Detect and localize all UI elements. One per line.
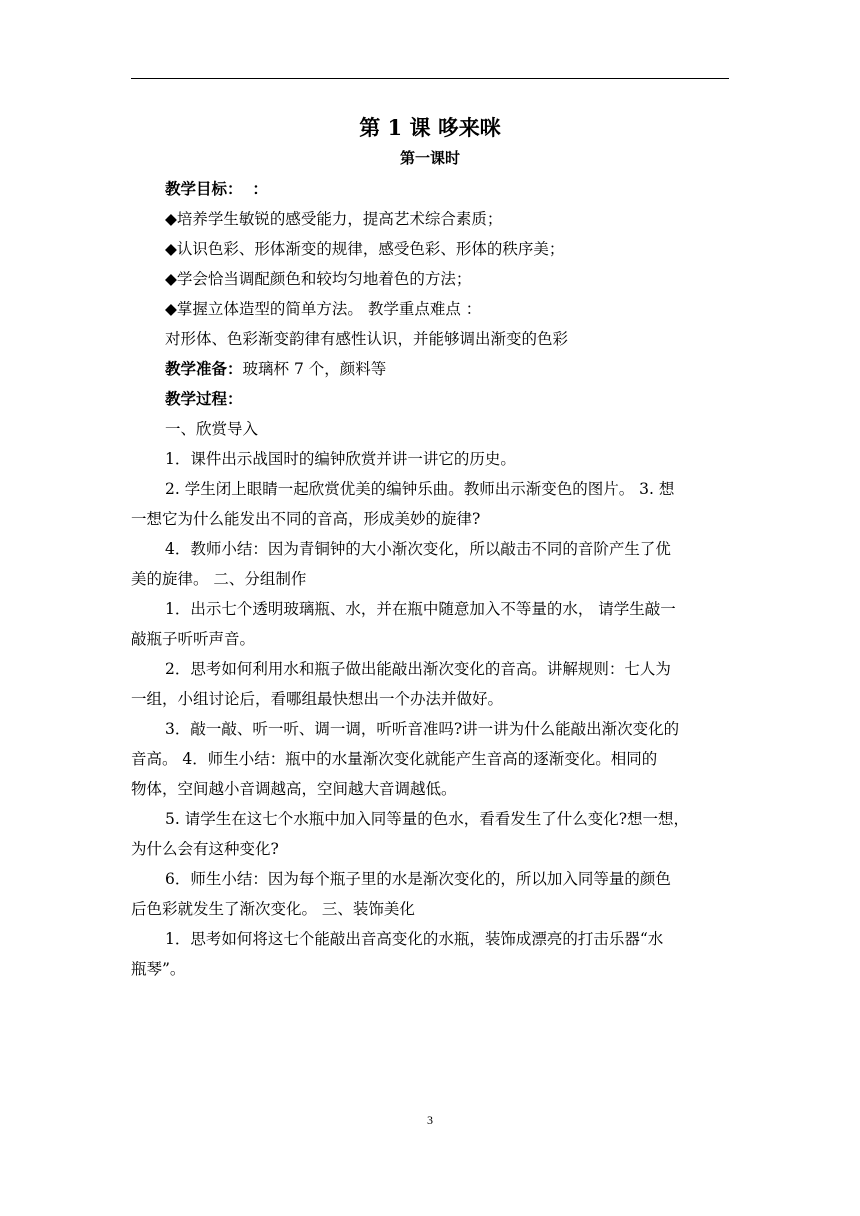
paragraph-4-line-1: 1．出示七个透明玻璃瓶、水，并在瓶中随意加入不等量的水， 请学生敲一 xyxy=(165,600,676,618)
objectives-colon: ： xyxy=(252,179,268,198)
objectives-label: 教学目标： xyxy=(165,179,243,198)
paragraph-1 xyxy=(165,444,729,474)
paragraph-4-line-2: 敲瓶子听听声音。 xyxy=(131,630,256,648)
paragraph-6-line-2: 音高。 4．师生小结：瓶中的水量渐次变化就能产生音高的逐渐变化。相同的 xyxy=(131,750,658,768)
objectives-heading xyxy=(165,174,729,204)
page-number: 3 xyxy=(427,1113,433,1127)
section-heading-1: 一、欣赏导入 xyxy=(165,420,259,438)
paragraph-6-line-1: 3．敲一敲、听一听、调一调，听听音准吗?讲一讲为什么能敲出渐次变化的 xyxy=(165,720,680,738)
paragraph-2-line-1: 2. 学生闭上眼睛一起欣赏优美的编钟乐曲。教师出示渐变色的图片。 3. 想 xyxy=(165,480,675,498)
paragraph-6 xyxy=(131,714,729,804)
paragraph-8-line-2: 后色彩就发生了渐次变化。 三、装饰美化 xyxy=(131,900,415,918)
paragraph-3 xyxy=(131,534,729,594)
objective-bullet-1: ◆培养学生敏锐的感受能力，提高艺术综合素质； xyxy=(165,210,503,228)
paragraph-8-line-1: 6．师生小结：因为每个瓶子里的水是渐次变化的，所以加入同等量的颜色 xyxy=(165,870,671,888)
paragraph-8 xyxy=(131,864,729,924)
paragraph-1-text: 1．课件出示战国时的编钟欣赏并讲一讲它的历史。 xyxy=(165,450,516,468)
paragraph-9-line-2: 瓶琴”。 xyxy=(131,960,186,978)
paragraph-2-line-2: 一想它为什么能发出不同的音高，形成美妙的旋律? xyxy=(131,510,481,528)
paragraph-3-line-1: 4．教师小结：因为青铜钟的大小渐次变化，所以敲击不同的音阶产生了优 xyxy=(165,540,671,558)
paragraph-9 xyxy=(131,924,729,984)
paragraph-7 xyxy=(131,804,729,864)
paragraph-5-line-2: 一组，小组讨论后，看哪组最快想出一个办法并做好。 xyxy=(131,690,504,708)
key-point-text: 对形体、色彩渐变韵律有感性认识，并能够调出渐变的色彩 xyxy=(165,330,569,348)
lesson-subtitle: 第一课时 xyxy=(399,149,460,167)
objective-bullet-4: ◆掌握立体造型的简单方法。 教学重点难点 ： xyxy=(165,300,482,318)
paragraph-4 xyxy=(131,594,729,654)
header-rule xyxy=(131,78,729,79)
paragraph-2 xyxy=(131,474,729,534)
paragraph-7-line-2: 为什么会有这种变化? xyxy=(131,840,279,858)
paragraph-3-line-2: 美的旋律。 二、分组制作 xyxy=(131,570,307,588)
paragraph-7-line-1: 5. 请学生在这七个水瓶中加入同等量的色水，看看发生了什么变化?想一想， xyxy=(165,810,690,828)
preparation-line xyxy=(165,354,729,384)
paragraph-5 xyxy=(131,654,729,714)
paragraph-9-line-1: 1．思考如何将这七个能敲出音高变化的水瓶，装饰成漂亮的打击乐器“水 xyxy=(165,930,664,948)
objective-bullet-3: ◆学会恰当调配颜色和较均匀地着色的方法； xyxy=(165,270,472,288)
process-heading: 教学过程： xyxy=(165,389,243,408)
lesson-title: 第 1 课 哆来咪 xyxy=(359,115,501,140)
paragraph-6-line-3: 物体，空间越小音调越高，空间越大音调越低。 xyxy=(131,780,457,798)
lesson-content xyxy=(131,112,729,984)
paragraph-5-line-1: 2．思考如何利用水和瓶子做出能敲出渐次变化的音高。讲解规则：七人为 xyxy=(165,660,671,678)
preparation-label: 教学准备： xyxy=(165,359,243,378)
preparation-text: 玻璃杯 7 个，颜料等 xyxy=(242,360,387,378)
objective-bullet-2: ◆认识色彩、形体渐变的规律，感受色彩、形体的秩序美； xyxy=(165,240,565,258)
